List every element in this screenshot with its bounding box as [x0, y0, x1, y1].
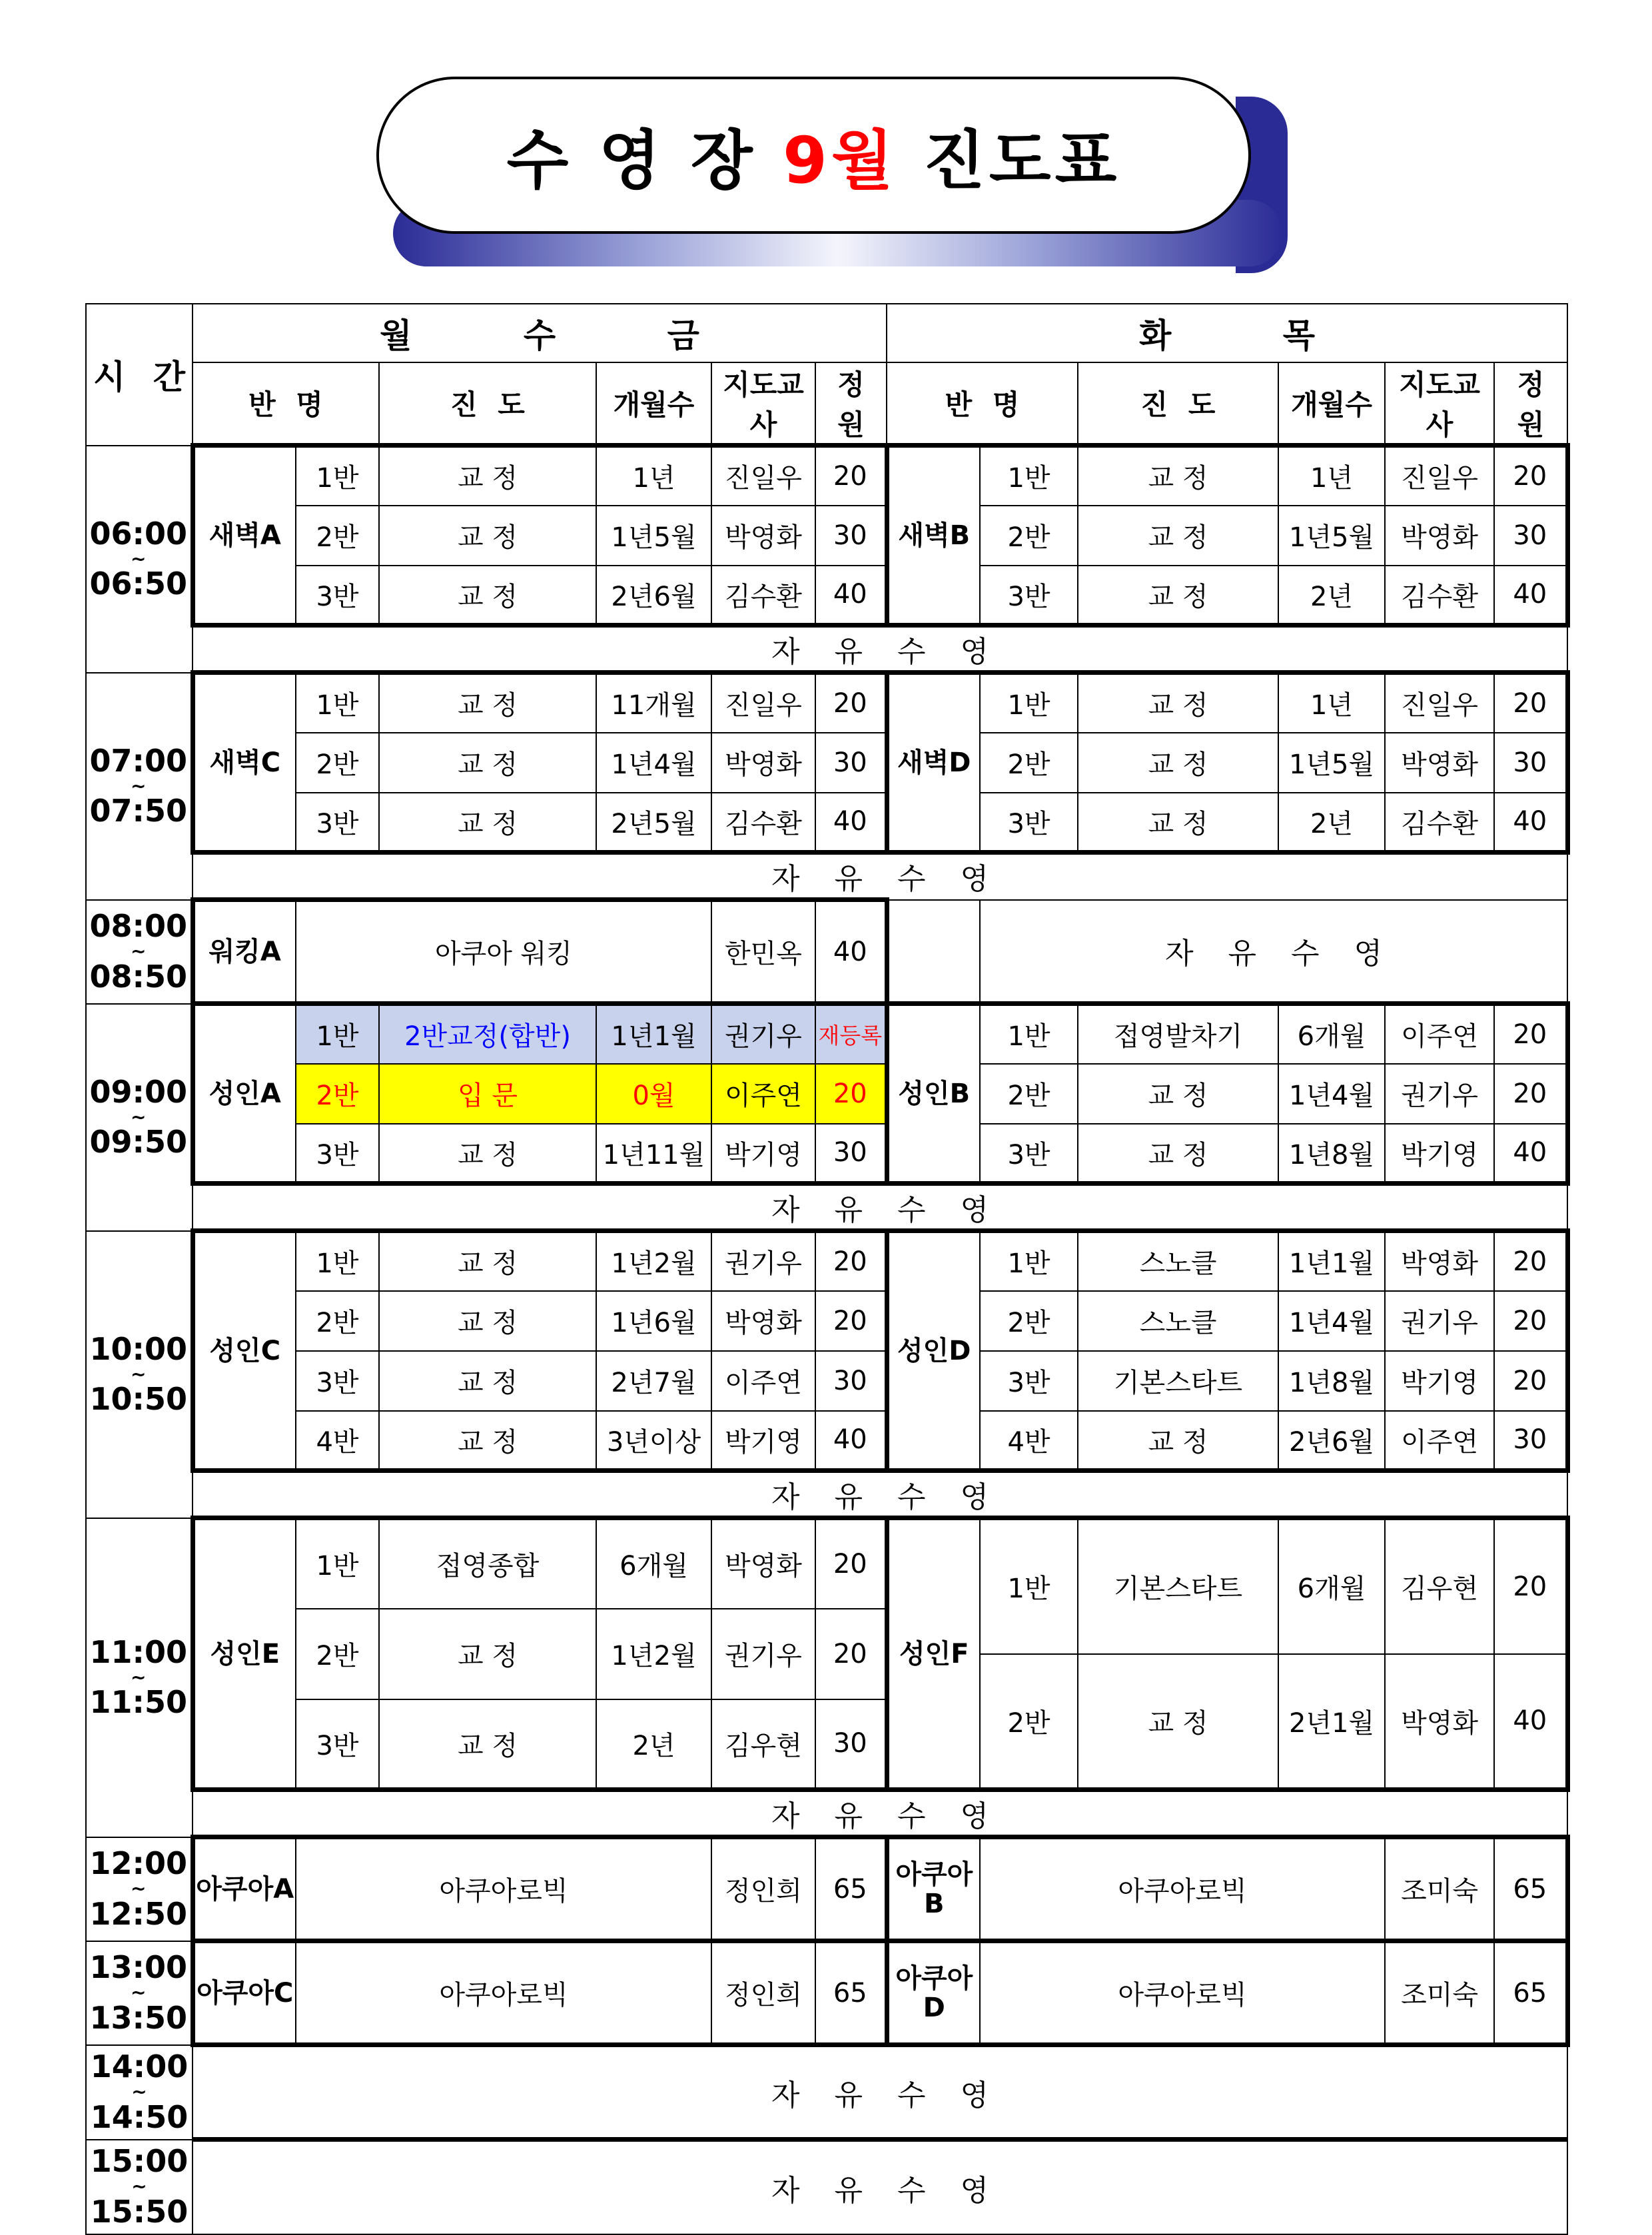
time-tilde: ~ [131, 1105, 147, 1128]
header-right-days: 화 목 [887, 304, 1567, 362]
capacity-cell: 65 [815, 1941, 887, 2045]
time-cell [86, 900, 193, 1004]
activity-cell: 아쿠아 워킹 [296, 900, 711, 1004]
time-tilde: ~ [131, 1877, 147, 1900]
capacity-cell: 40 [1494, 566, 1567, 626]
months-cell: 1년6월 [596, 1291, 711, 1351]
months-cell: 1년11월 [596, 1124, 711, 1184]
teacher-cell: 정인희 [711, 1837, 815, 1941]
teacher-cell: 김수환 [711, 566, 815, 626]
teacher-cell: 박기영 [711, 1124, 815, 1184]
table-row [86, 673, 1567, 733]
table-row [86, 900, 1567, 1004]
group-cell: 워킹A [193, 900, 296, 1004]
group-cell: 성인E [193, 1518, 296, 1790]
table-row [86, 566, 1567, 626]
time-end: 06:50 [89, 566, 187, 602]
time-end: 12:50 [89, 1895, 187, 1932]
activity-cell: 아쿠아로빅 [980, 1941, 1385, 2045]
capacity-cell: 20 [1494, 1291, 1567, 1351]
months-cell: 1년8월 [1278, 1351, 1385, 1411]
time-cell [86, 1004, 193, 1231]
group-cell: 아쿠아A [193, 1837, 296, 1941]
page-title [507, 110, 1121, 201]
capacity-cell: 20 [1494, 1518, 1567, 1654]
teacher-cell: 박영화 [1385, 506, 1494, 566]
months-cell: 1년4월 [1278, 1064, 1385, 1124]
free-swim-cell: 자 유 수 영 [193, 626, 1567, 673]
header-teacher-left: 지도교사 [711, 362, 815, 446]
months-cell: 1년 [596, 446, 711, 506]
group-cell: 새벽B [887, 446, 980, 626]
time-tilde: ~ [131, 1981, 147, 2004]
teacher-cell: 이주연 [711, 1351, 815, 1411]
months-cell: 2년7월 [596, 1351, 711, 1411]
capacity-cell: 65 [1494, 1837, 1567, 1941]
teacher-cell: 권기우 [711, 1231, 815, 1291]
progress-cell: 교 정 [379, 1699, 596, 1790]
class-name-cell: 3반 [296, 1124, 379, 1184]
table-row [86, 1184, 1567, 1231]
time-end: 09:50 [89, 1124, 187, 1160]
capacity-cell: 20 [1494, 1004, 1567, 1064]
months-cell: 6개월 [1278, 1004, 1385, 1064]
group-cell: 성인C [193, 1231, 296, 1471]
group-cell: 아쿠아D [887, 1941, 980, 2045]
time-cell [86, 1837, 193, 1941]
months-cell: 1년4월 [1278, 1291, 1385, 1351]
time-start: 14:00 [90, 2048, 189, 2085]
capacity-cell: 20 [1494, 1064, 1567, 1124]
header-capacity-left: 정 원 [815, 362, 887, 446]
free-swim-cell: 자 유 수 영 [193, 2140, 1567, 2234]
time-tilde: ~ [131, 1362, 147, 1385]
time-end: 13:50 [89, 1999, 187, 2036]
months-cell: 1년1월 [596, 1004, 711, 1064]
teacher-cell: 이주연 [1385, 1004, 1494, 1064]
time-start: 11:00 [89, 1633, 187, 1670]
time-tilde: ~ [131, 774, 147, 797]
progress-cell: 교 정 [379, 1231, 596, 1291]
free-swim-cell: 자 유 수 영 [193, 1184, 1567, 1231]
time-end: 15:50 [90, 2193, 189, 2230]
teacher-cell: 이주연 [711, 1064, 815, 1124]
time-end: 08:50 [89, 958, 187, 995]
teacher-cell: 김수환 [1385, 793, 1494, 853]
group-cell: 성인F [887, 1518, 980, 1790]
progress-cell: 교 정 [1078, 673, 1278, 733]
table-row [86, 1351, 1567, 1411]
teacher-cell: 권기우 [711, 1609, 815, 1699]
table-row [86, 1837, 1567, 1941]
class-name-cell: 2반 [296, 506, 379, 566]
teacher-cell: 조미숙 [1385, 1941, 1494, 2045]
time-cell [86, 446, 193, 673]
time-cell [86, 1941, 193, 2045]
class-name-cell: 1반 [296, 1231, 379, 1291]
teacher-cell: 조미숙 [1385, 1837, 1494, 1941]
time-tilde: ~ [131, 1665, 147, 1688]
header-capacity-right: 정 원 [1494, 362, 1567, 446]
class-name-cell: 2반 [296, 1609, 379, 1699]
months-cell: 1년5월 [596, 506, 711, 566]
teacher-cell: 권기우 [1385, 1064, 1494, 1124]
time-start: 15:00 [90, 2143, 189, 2180]
months-cell: 1년2월 [596, 1609, 711, 1699]
table-row [86, 2140, 1567, 2234]
time-cell [86, 2045, 193, 2140]
months-cell: 6개월 [1278, 1518, 1385, 1654]
time-start: 08:00 [89, 908, 187, 945]
teacher-cell: 진일우 [1385, 446, 1494, 506]
header-subrow [86, 362, 1567, 446]
capacity-cell: 20 [815, 1064, 887, 1124]
progress-cell: 2반교정(합반) [379, 1004, 596, 1064]
capacity-cell: 30 [815, 1699, 887, 1790]
table-header [86, 304, 1567, 446]
time-end: 07:50 [89, 793, 187, 829]
time-end: 11:50 [89, 1684, 187, 1721]
months-cell: 2년 [596, 1699, 711, 1790]
class-name-cell: 2반 [980, 733, 1078, 793]
class-name-cell: 1반 [980, 1231, 1078, 1291]
class-name-cell: 1반 [296, 1518, 379, 1609]
months-cell: 2년5월 [596, 793, 711, 853]
time-start: 12:00 [89, 1845, 187, 1882]
table-row [86, 626, 1567, 673]
table-row [86, 1790, 1567, 1837]
table-row [86, 1124, 1567, 1184]
empty-cell [887, 900, 980, 1004]
schedule-table-wrap [85, 303, 1570, 2235]
class-name-cell: 1반 [980, 673, 1078, 733]
months-cell: 11개월 [596, 673, 711, 733]
teacher-cell: 박기영 [1385, 1351, 1494, 1411]
class-name-cell: 2반 [980, 1654, 1078, 1790]
group-cell: 아쿠아B [887, 1837, 980, 1941]
progress-cell: 교 정 [1078, 1064, 1278, 1124]
time-tilde: ~ [131, 547, 147, 570]
capacity-cell: 30 [1494, 733, 1567, 793]
group-cell: 성인B [887, 1004, 980, 1184]
time-tilde: ~ [131, 940, 147, 963]
time-start: 07:00 [89, 742, 187, 779]
time-start: 13:00 [89, 1949, 187, 1986]
progress-cell: 교 정 [379, 673, 596, 733]
months-cell: 1년5월 [1278, 506, 1385, 566]
progress-cell: 교 정 [1078, 1124, 1278, 1184]
progress-cell: 교 정 [1078, 1654, 1278, 1790]
group-cell: 아쿠아C [193, 1941, 296, 2045]
progress-cell: 입 문 [379, 1064, 596, 1124]
class-name-cell: 2반 [980, 1064, 1078, 1124]
group-cell: 새벽A [193, 446, 296, 626]
header-class-right: 반 명 [887, 362, 1078, 446]
table-row [86, 1004, 1567, 1064]
title-banner [376, 77, 1289, 283]
teacher-cell: 박영화 [711, 733, 815, 793]
activity-cell: 아쿠아로빅 [296, 1837, 711, 1941]
class-name-cell: 4반 [980, 1411, 1078, 1471]
group-cell: 새벽D [887, 673, 980, 853]
table-row [86, 1518, 1567, 1564]
header-teacher-right: 지도교사 [1385, 362, 1494, 446]
capacity-cell: 20 [1494, 1351, 1567, 1411]
header-days-row [86, 304, 1567, 362]
header-left-days: 월 수 금 [193, 304, 887, 362]
teacher-cell: 박영화 [711, 1291, 815, 1351]
time-start: 06:00 [89, 515, 187, 552]
progress-cell: 교 정 [1078, 733, 1278, 793]
teacher-cell: 박기영 [711, 1411, 815, 1471]
class-name-cell: 1반 [296, 446, 379, 506]
class-name-cell: 1반 [296, 673, 379, 733]
free-swim-cell: 자 유 수 영 [193, 2045, 1567, 2140]
class-name-cell: 3반 [296, 793, 379, 853]
title-suffix: 진도표 [897, 123, 1121, 198]
progress-cell: 교 정 [379, 1411, 596, 1471]
class-name-cell: 3반 [296, 1351, 379, 1411]
teacher-cell: 김우현 [711, 1699, 815, 1790]
capacity-cell: 40 [815, 1411, 887, 1471]
progress-cell: 교 정 [379, 793, 596, 853]
time-tilde: ~ [131, 2080, 147, 2103]
progress-cell: 교 정 [379, 1291, 596, 1351]
progress-cell: 교 정 [379, 1609, 596, 1699]
teacher-cell: 권기우 [711, 1004, 815, 1064]
progress-cell: 기본스타트 [1078, 1351, 1278, 1411]
free-swim-cell: 자 유 수 영 [193, 853, 1567, 900]
class-name-cell: 1반 [296, 1004, 379, 1064]
capacity-cell: 20 [1494, 1231, 1567, 1291]
teacher-cell: 이주연 [1385, 1411, 1494, 1471]
capacity-cell: 40 [815, 900, 887, 1004]
months-cell: 1년4월 [596, 733, 711, 793]
table-row [86, 506, 1567, 566]
capacity-cell: 40 [1494, 793, 1567, 853]
progress-cell: 접영종합 [379, 1518, 596, 1609]
time-end: 10:50 [89, 1381, 187, 1418]
capacity-cell: 30 [1494, 506, 1567, 566]
teacher-cell: 진일우 [711, 446, 815, 506]
capacity-cell: 65 [815, 1837, 887, 1941]
class-name-cell: 3반 [980, 566, 1078, 626]
months-cell: 1년 [1278, 673, 1385, 733]
months-cell: 1년 [1278, 446, 1385, 506]
capacity-cell: 40 [1494, 1654, 1567, 1790]
class-name-cell: 2반 [296, 733, 379, 793]
capacity-cell: 20 [815, 1518, 887, 1609]
class-name-cell: 3반 [980, 1124, 1078, 1184]
teacher-cell: 박영화 [1385, 1654, 1494, 1790]
table-row [86, 1471, 1567, 1518]
class-name-cell: 2반 [980, 1291, 1078, 1351]
teacher-cell: 김우현 [1385, 1518, 1494, 1654]
capacity-cell: 40 [1494, 1124, 1567, 1184]
table-row [86, 1231, 1567, 1291]
teacher-cell: 박영화 [1385, 1231, 1494, 1291]
table-body [86, 446, 1567, 2234]
table-row [86, 1411, 1567, 1471]
progress-cell: 교 정 [1078, 793, 1278, 853]
class-name-cell: 4반 [296, 1411, 379, 1471]
time-end: 14:50 [90, 2098, 189, 2135]
free-swim-cell: 자 유 수 영 [980, 900, 1567, 1004]
months-cell: 1년1월 [1278, 1231, 1385, 1291]
group-cell: 새벽C [193, 673, 296, 853]
time-tilde: ~ [131, 2175, 147, 2198]
title-pill [376, 77, 1251, 234]
capacity-cell: 20 [815, 446, 887, 506]
teacher-cell: 박영화 [1385, 733, 1494, 793]
class-name-cell: 3반 [296, 1699, 379, 1790]
time-cell [86, 1231, 193, 1518]
teacher-cell: 한민옥 [711, 900, 815, 1004]
capacity-cell: 20 [815, 1609, 887, 1699]
progress-cell: 접영발차기 [1078, 1004, 1278, 1064]
capacity-cell: 20 [815, 1231, 887, 1291]
class-name-cell: 3반 [296, 566, 379, 626]
progress-cell: 교 정 [1078, 506, 1278, 566]
capacity-cell: 40 [815, 793, 887, 853]
class-name-cell: 3반 [980, 1351, 1078, 1411]
capacity-cell: 20 [815, 1291, 887, 1351]
months-cell: 1년5월 [1278, 733, 1385, 793]
time-cell [86, 1518, 193, 1837]
capacity-cell: 30 [815, 1351, 887, 1411]
title-month: 9월 [783, 123, 897, 198]
time-cell [86, 673, 193, 900]
teacher-cell: 진일우 [1385, 673, 1494, 733]
table-row [86, 1064, 1567, 1124]
class-name-cell: 1반 [980, 446, 1078, 506]
time-cell [86, 2140, 193, 2234]
capacity-cell: 20 [1494, 446, 1567, 506]
class-name-cell: 2반 [980, 506, 1078, 566]
class-name-cell: 3반 [980, 793, 1078, 853]
header-time: 시 간 [86, 304, 193, 446]
progress-cell: 교 정 [379, 506, 596, 566]
table-row [86, 1291, 1567, 1351]
time-start: 10:00 [89, 1330, 187, 1367]
activity-cell: 아쿠아로빅 [980, 1837, 1385, 1941]
schedule-table [85, 303, 1570, 2235]
progress-cell: 교 정 [1078, 566, 1278, 626]
table-row [86, 446, 1567, 506]
progress-cell: 스노클 [1078, 1231, 1278, 1291]
teacher-cell: 진일우 [711, 673, 815, 733]
months-cell: 2년1월 [1278, 1654, 1385, 1790]
capacity-cell: 30 [1494, 1411, 1567, 1471]
teacher-cell: 권기우 [1385, 1291, 1494, 1351]
class-name-cell: 1반 [980, 1518, 1078, 1654]
capacity-cell: 40 [815, 566, 887, 626]
capacity-cell: 30 [815, 733, 887, 793]
capacity-cell: 30 [815, 506, 887, 566]
progress-cell: 교 정 [1078, 1411, 1278, 1471]
teacher-cell: 김수환 [1385, 566, 1494, 626]
progress-cell: 교 정 [379, 446, 596, 506]
table-row [86, 1941, 1567, 2045]
months-cell: 2년 [1278, 566, 1385, 626]
teacher-cell: 김수환 [711, 793, 815, 853]
free-swim-cell: 자 유 수 영 [193, 1790, 1567, 1837]
class-name-cell: 1반 [980, 1004, 1078, 1064]
header-months-left: 개월수 [596, 362, 711, 446]
months-cell: 1년8월 [1278, 1124, 1385, 1184]
activity-cell: 아쿠아로빅 [296, 1941, 711, 2045]
capacity-cell: 재등록 [815, 1004, 887, 1064]
group-cell: 성인D [887, 1231, 980, 1471]
months-cell: 0월 [596, 1064, 711, 1124]
time-start: 09:00 [89, 1073, 187, 1110]
progress-cell: 교 정 [379, 1351, 596, 1411]
teacher-cell: 박영화 [711, 1518, 815, 1609]
months-cell: 1년2월 [596, 1231, 711, 1291]
header-class-left: 반 명 [193, 362, 379, 446]
progress-cell: 기본스타트 [1078, 1518, 1278, 1654]
months-cell: 3년이상 [596, 1411, 711, 1471]
progress-cell: 교 정 [379, 1124, 596, 1184]
table-row [86, 793, 1567, 853]
capacity-cell: 65 [1494, 1941, 1567, 2045]
progress-cell: 교 정 [1078, 446, 1278, 506]
title-prefix: 수 영 장 [506, 123, 783, 198]
table-row [86, 733, 1567, 793]
months-cell: 2년6월 [1278, 1411, 1385, 1471]
teacher-cell: 박영화 [711, 506, 815, 566]
class-name-cell: 2반 [296, 1064, 379, 1124]
free-swim-cell: 자 유 수 영 [193, 1471, 1567, 1518]
table-row [86, 853, 1567, 900]
months-cell: 2년6월 [596, 566, 711, 626]
progress-cell: 교 정 [379, 733, 596, 793]
group-cell: 성인A [193, 1004, 296, 1184]
capacity-cell: 20 [815, 673, 887, 733]
teacher-cell: 정인희 [711, 1941, 815, 2045]
teacher-cell: 박기영 [1385, 1124, 1494, 1184]
header-progress-right: 진 도 [1078, 362, 1278, 446]
months-cell: 6개월 [596, 1518, 711, 1609]
class-name-cell: 2반 [296, 1291, 379, 1351]
capacity-cell: 20 [1494, 673, 1567, 733]
progress-cell: 교 정 [379, 566, 596, 626]
progress-cell: 스노클 [1078, 1291, 1278, 1351]
table-row [86, 2045, 1567, 2140]
header-months-right: 개월수 [1278, 362, 1385, 446]
header-progress-left: 진 도 [379, 362, 596, 446]
capacity-cell: 30 [815, 1124, 887, 1184]
months-cell: 2년 [1278, 793, 1385, 853]
